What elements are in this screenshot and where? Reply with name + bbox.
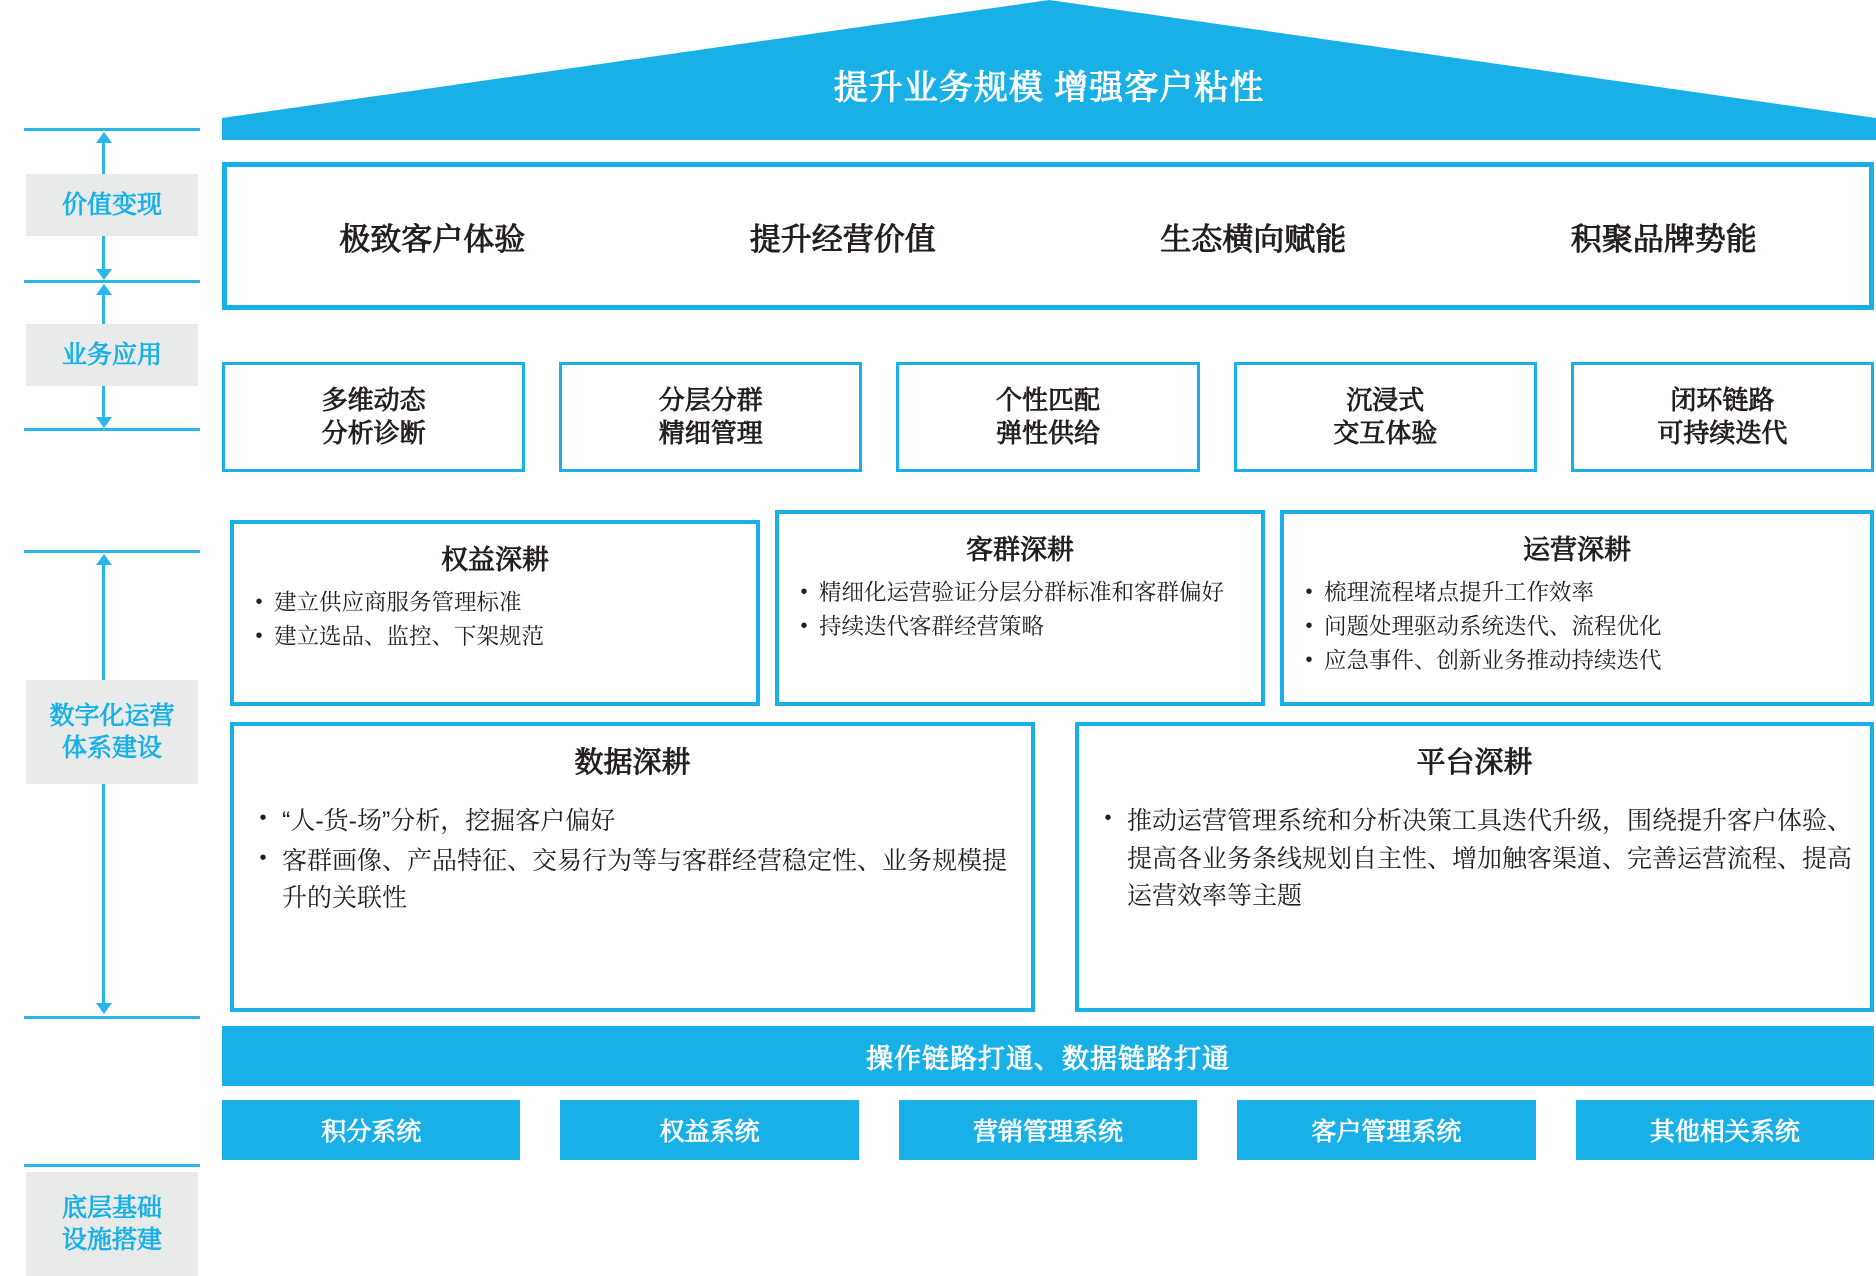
link-through-band (222, 1026, 1874, 1086)
list-item (789, 577, 1251, 609)
bullet-icon: • (259, 846, 267, 869)
list-item (1294, 611, 1860, 643)
app-box-2-line2: 精细管理 (658, 418, 763, 448)
stage-label-digital-ops (26, 680, 198, 784)
systems-row (222, 1100, 1874, 1160)
stage-label-digital-ops-line2: 体系建设 (61, 734, 162, 762)
stage-rail (14, 128, 210, 1254)
deep-box-operations-title: 运营深耕 (1523, 535, 1631, 565)
deep-box-data-list (244, 803, 1021, 918)
list-item-text: 推动运营管理系统和分析决策工具迭代升级，围绕提升客户体验、提高各业务条线规划自主性、增加触客渠道、完善运营流程、提高运营效率等主题 (1127, 807, 1853, 910)
system-box-customer: 客户管理系统 (1237, 1100, 1535, 1160)
stage-label-infrastructure-line2: 设施搭建 (61, 1226, 162, 1254)
stage-label-digital-ops-line1: 数字化运营 (49, 701, 175, 730)
bullet-icon: • (800, 614, 808, 637)
deep-box-operations-list (1294, 577, 1860, 677)
app-box-5-line2: 可持续迭代 (1657, 418, 1788, 448)
app-box-4 (1234, 362, 1537, 472)
deep-box-rights (230, 520, 760, 706)
deep-box-data-title: 数据深耕 (574, 747, 691, 779)
stage-label-value-text: 价值变现 (61, 190, 162, 219)
rail-divider-3 (24, 428, 200, 431)
rail-divider-4 (24, 550, 200, 553)
rail-divider-6 (24, 1164, 200, 1167)
list-item (244, 621, 746, 653)
system-box-other: 其他相关系统 (1576, 1100, 1874, 1160)
arrow-down-icon-1 (96, 269, 112, 280)
deep-box-data (230, 722, 1035, 1012)
stage-label-value (26, 174, 198, 236)
app-box-2-line1: 分层分群 (658, 384, 763, 415)
app-box-1 (222, 362, 525, 472)
app-box-5-line1: 闭环链路 (1670, 384, 1775, 415)
list-item (789, 611, 1251, 643)
value-item-1: 极致客户体验 (339, 221, 526, 257)
value-item-4: 积聚品牌势能 (1570, 221, 1757, 257)
app-box-2 (559, 362, 862, 472)
bullet-icon: • (259, 807, 267, 829)
bullet-icon: • (800, 581, 808, 603)
app-box-3-line2: 弹性供给 (996, 418, 1101, 448)
bullet-icon: • (1305, 614, 1313, 637)
roof-title: 提升业务规模 增强客户粘性 (833, 69, 1265, 107)
list-item-text: 客群画像、产品特征、交易行为等与客群经营稳定性、业务规模提升的关联性 (282, 846, 1008, 912)
deep-box-rights-list (244, 587, 746, 653)
deep-box-platform (1075, 722, 1874, 1012)
stage-label-infrastructure-line1: 底层基础 (61, 1193, 162, 1222)
rail-divider-2 (24, 280, 200, 283)
deep-box-platform-list (1089, 803, 1860, 916)
app-box-3-line1: 个性匹配 (996, 384, 1101, 415)
deep-box-rights-title: 权益深耕 (441, 545, 549, 575)
arrow-down-icon-3 (96, 1003, 112, 1014)
stage-label-infrastructure (26, 1172, 198, 1276)
deep-box-customer-groups (775, 510, 1265, 706)
roof-shape (222, 0, 1876, 140)
deep-box-platform-title: 平台深耕 (1416, 747, 1533, 779)
list-item-text: 精细化运营验证分层分群标准和客群偏好 (819, 580, 1225, 605)
deep-box-customer-groups-list (789, 577, 1251, 643)
list-item-text: 建立供应商服务管理标准 (274, 590, 522, 615)
bullet-icon: • (1305, 581, 1313, 603)
deep-box-customer-groups-title: 客群深耕 (966, 535, 1074, 565)
list-item-text: 持续迭代客群经营策略 (819, 613, 1045, 639)
list-item-text: 问题处理驱动系统迭代、流程优化 (1324, 613, 1662, 639)
arrow-shaft-3 (102, 564, 105, 1004)
bullet-icon: • (1104, 807, 1112, 829)
list-item (1294, 645, 1860, 677)
stage-label-application-text: 业务应用 (61, 340, 162, 369)
bullet-icon: • (255, 591, 263, 613)
system-box-marketing: 营销管理系统 (899, 1100, 1197, 1160)
list-item (1294, 577, 1860, 609)
list-item-text: 梳理流程堵点提升工作效率 (1324, 580, 1595, 605)
list-item-text: 建立选品、监控、下架规范 (274, 623, 545, 649)
stage-label-application (26, 324, 198, 386)
system-box-points: 积分系统 (222, 1100, 520, 1160)
bullet-icon: • (255, 624, 263, 647)
system-box-rights: 权益系统 (560, 1100, 858, 1160)
link-through-label: 操作链路打通、数据链路打通 (866, 1043, 1230, 1074)
app-box-5 (1571, 362, 1874, 472)
deep-box-operations (1280, 510, 1874, 706)
list-item (244, 803, 1021, 841)
app-box-1-line2: 分析诊断 (321, 418, 426, 448)
value-realization-band (222, 162, 1874, 310)
value-item-3: 生态横向赋能 (1160, 221, 1347, 257)
rail-divider-1 (24, 128, 200, 131)
list-item (1089, 803, 1860, 916)
list-item (244, 587, 746, 619)
list-item-text: “人-货-场”分析，挖掘客户偏好 (282, 807, 616, 835)
app-box-1-line1: 多维动态 (321, 384, 426, 415)
app-box-4-line2: 交互体验 (1333, 418, 1438, 448)
list-item-text: 应急事件、创新业务推动持续迭代 (1324, 647, 1662, 673)
bullet-icon: • (1305, 648, 1313, 671)
business-application-row (222, 362, 1874, 472)
rail-divider-5 (24, 1016, 200, 1019)
list-item (244, 843, 1021, 918)
value-item-2: 提升经营价值 (749, 221, 936, 257)
app-box-3 (896, 362, 1199, 472)
app-box-4-line1: 沉浸式 (1346, 384, 1425, 415)
arrow-down-icon-2 (96, 417, 112, 428)
